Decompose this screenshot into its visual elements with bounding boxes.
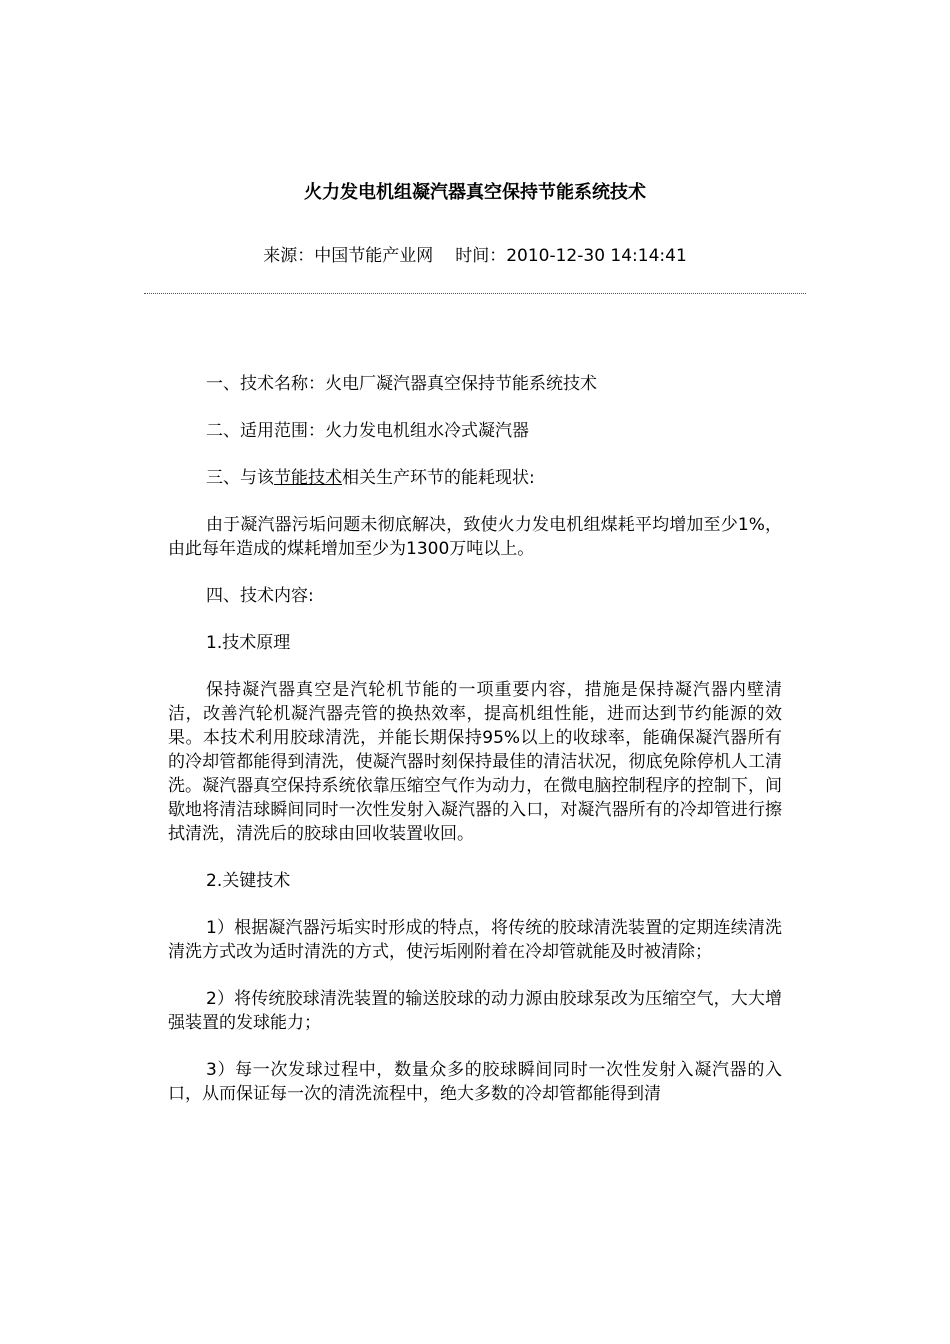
- paragraph-key-tech-2: 2）将传统胶球清洗装置的输送胶球的动力源由胶球泵改为压缩空气，大大增强装置的发球能力；: [168, 989, 782, 1033]
- article-body: [168, 372, 782, 1129]
- paragraph-key-tech-3: 3）每一次发球过程中，数量众多的胶球瞬间同时一次性发射入凝汽器的入口，从而保证每一次的清洗流程中，绝大多数的冷却管都能得到清: [168, 1060, 782, 1104]
- paragraph-key-tech-heading: 2.关键技术: [206, 871, 291, 891]
- paragraph-energy-status: [168, 466, 782, 490]
- publish-time: 时间：2010-12-30 14:14:41: [455, 246, 687, 266]
- paragraph-principle-heading: 1.技术原理: [206, 633, 291, 653]
- source-label: 来源：中国节能产业网: [263, 246, 434, 266]
- paragraph-tech-content: 四、技术内容:: [206, 586, 314, 606]
- energy-tech-link[interactable]: 节能技术: [274, 468, 342, 488]
- paragraph-scope: 二、适用范围：火力发电机组水冷式凝汽器: [206, 421, 529, 441]
- paragraph-principle: 保持凝汽器真空是汽轮机节能的一项重要内容，措施是保持凝汽器内壁清洁，改善汽轮机凝汽器壳管的换热效率，提高机组性能，进而达到节约能源的效果。本技术利用胶球清洗，并能长期保持95%以上的收球率，能确保凝汽器所有的冷却管都能得到清洗，使凝汽器时刻保持最佳的清洁状况，彻底免除停机人工清洗。凝汽器真空保持系统依靠压缩空气作为动力，在微电脑控制程序的控制下，间歇地将清洁球瞬间同时一次性发射入凝汽器的入口，对凝汽器所有的冷却管进行擦拭清洗，清洗后的胶球由回收装置收回。: [168, 680, 782, 844]
- article-title: 火力发电机组凝汽器真空保持节能系统技术: [304, 182, 646, 203]
- energy-status-prefix: 三、与该: [206, 468, 274, 488]
- paragraph-coal-consumption: 由于凝汽器污垢问题未彻底解决，致使火力发电机组煤耗平均增加至少1%，由此每年造成的煤耗增加至少为1300万吨以上。: [168, 515, 782, 559]
- dotted-divider: [144, 293, 806, 294]
- paragraph-key-tech-1: 1）根据凝汽器污垢实时形成的特点，将传统的胶球清洗装置的定期连续清洗清洗方式改为适时清洗的方式，使污垢刚附着在冷却管就能及时被清除；: [168, 918, 782, 962]
- paragraph-tech-name: 一、技术名称：火电厂凝汽器真空保持节能系统技术: [206, 374, 597, 394]
- energy-status-suffix: 相关生产环节的能耗现状:: [342, 468, 535, 488]
- article-meta: [0, 244, 950, 268]
